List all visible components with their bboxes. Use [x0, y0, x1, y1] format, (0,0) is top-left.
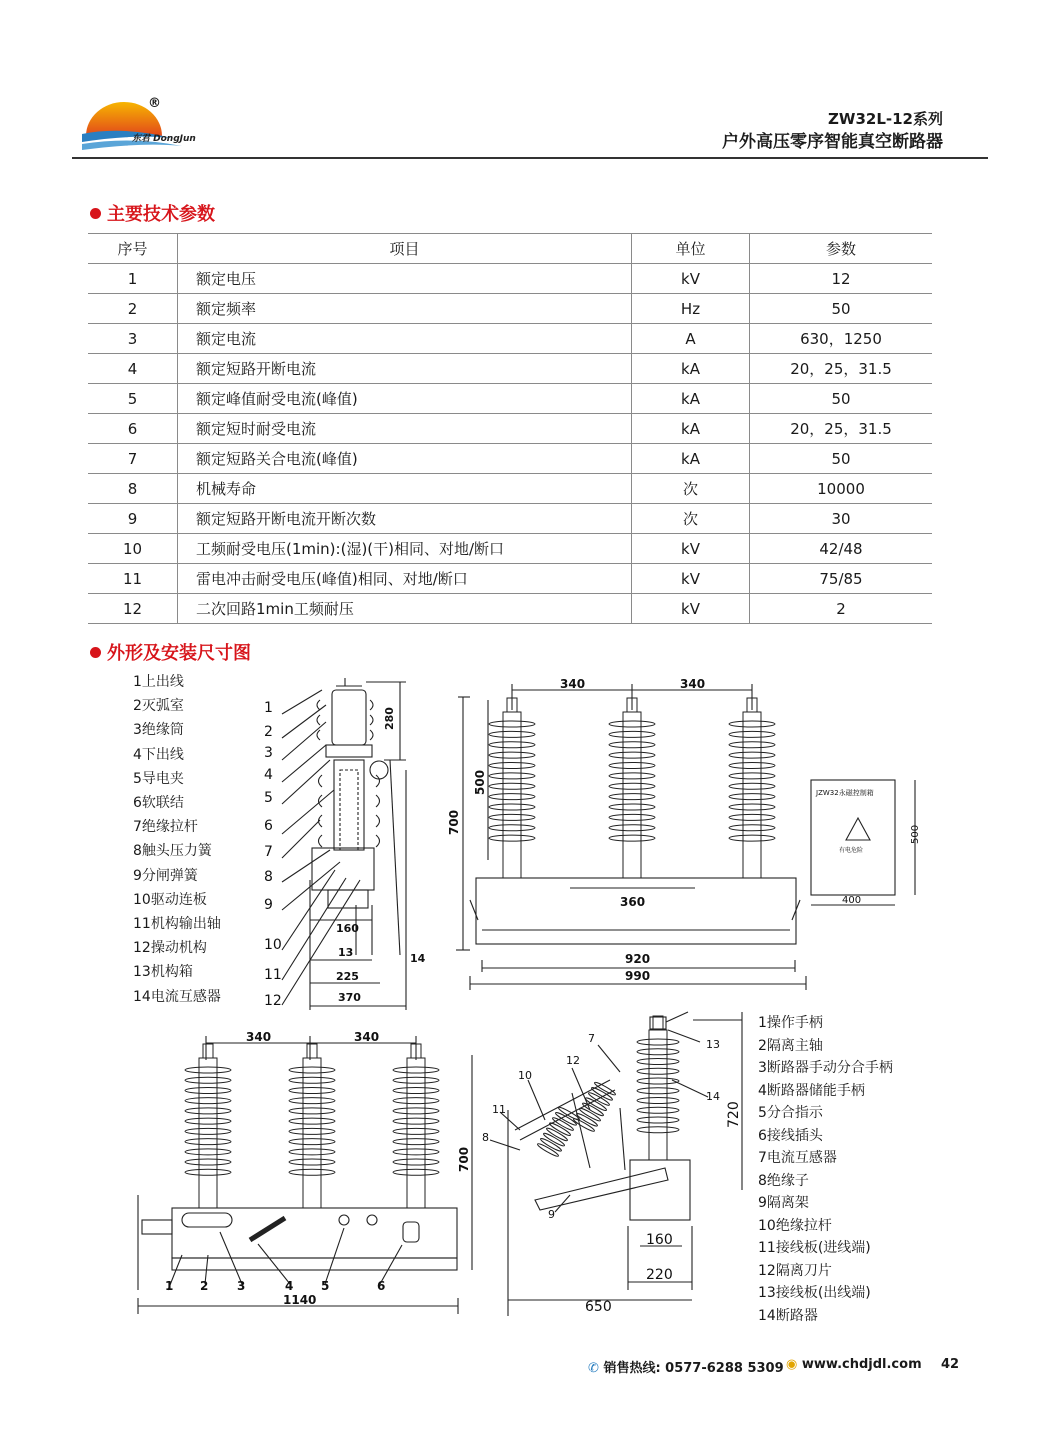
col-header-item: 项目	[178, 234, 632, 264]
legend-item: 11机构输出轴	[133, 916, 221, 933]
callout-number: 2	[264, 724, 273, 740]
dim-box-500: 500	[910, 824, 921, 844]
legend-item: 14断路器	[758, 1307, 818, 1324]
product-title: 户外高压零序智能真空断路器	[722, 132, 943, 152]
dim-360: 360	[620, 895, 646, 909]
cell-no: 8	[88, 474, 178, 504]
dim-650: 650	[585, 1299, 612, 1315]
insulator-shape	[637, 1016, 679, 1160]
legend-item: 9隔离架	[758, 1195, 809, 1211]
spec-section-title: 主要技术参数	[90, 200, 215, 226]
legend-item: 5导电夹	[133, 770, 184, 787]
hotline: ✆ 销售热线: 0577-6288 5309	[588, 1361, 784, 1376]
cell-value: 50	[750, 294, 933, 324]
callout-number: 1	[264, 700, 273, 716]
front-view-drawing	[456, 684, 915, 990]
website[interactable]: ◉ www.chdjdl.com	[786, 1357, 922, 1372]
legend-item: 9分闸弹簧	[133, 867, 198, 884]
cell-item: 额定电压	[178, 264, 632, 294]
callout-number: 12	[264, 993, 282, 1009]
cell-unit: kV	[632, 264, 750, 294]
legend-item: 4断路器储能手柄	[758, 1082, 865, 1099]
cell-no: 9	[88, 504, 178, 534]
cell-value: 42/48	[750, 534, 933, 564]
dim-700: 700	[447, 809, 461, 835]
callout-number: 6	[377, 1279, 386, 1293]
callout-number: 11	[492, 1103, 506, 1116]
cell-item: 额定短时耐受电流	[178, 414, 632, 444]
legend-item: 13接线板(出线端)	[758, 1285, 871, 1301]
brand-name: 东君 DongJun	[132, 134, 196, 144]
legend-item: 6接线插头	[758, 1127, 823, 1144]
callout-number: 14	[706, 1090, 720, 1103]
legend-item: 14电流互感器	[133, 988, 221, 1005]
cell-no: 7	[88, 444, 178, 474]
dimension-section-title: 外形及安装尺寸图	[90, 639, 251, 665]
cell-no: 10	[88, 534, 178, 564]
col-header-unit: 单位	[632, 234, 750, 264]
cell-no: 12	[88, 594, 178, 624]
callout-number: 6	[264, 818, 273, 834]
legend-item: 2灭弧室	[133, 698, 184, 715]
dim-1140: 1140	[283, 1293, 317, 1307]
control-box-warning: 有电危险	[839, 847, 864, 854]
legend-item: 11接线板(进线端)	[758, 1240, 871, 1256]
insulator-shape	[289, 1044, 335, 1208]
dim-340-b: 340	[680, 677, 706, 691]
cell-unit: kV	[632, 594, 750, 624]
legend-item: 2隔离主轴	[758, 1037, 823, 1054]
cell-value: 20，25，31.5	[750, 414, 933, 444]
dim-13: 13	[338, 946, 354, 959]
registered-mark: ®	[148, 96, 161, 111]
dim-700-b: 700	[457, 1146, 471, 1172]
cell-value: 630，1250	[750, 324, 933, 354]
cell-unit: kV	[632, 534, 750, 564]
legend-item: 12操动机构	[133, 940, 207, 957]
cell-unit: Hz	[632, 294, 750, 324]
cell-item: 额定短路开断电流	[178, 354, 632, 384]
legend-item: 10驱动连板	[133, 891, 207, 908]
col-header-no: 序号	[88, 234, 178, 264]
legend-item: 6软联结	[133, 795, 184, 812]
insulator-shape	[729, 698, 775, 878]
callout-number: 8	[264, 869, 273, 885]
cell-unit: kA	[632, 444, 750, 474]
callout-number: 12	[566, 1054, 580, 1067]
legend-item: 10绝缘拉杆	[758, 1217, 832, 1234]
callout-number: 9	[264, 897, 273, 913]
cell-unit: kV	[632, 564, 750, 594]
legend-item: 7电流互感器	[758, 1150, 837, 1166]
cell-item: 机械寿命	[178, 474, 632, 504]
dim-920: 920	[625, 952, 651, 966]
cell-no: 11	[88, 564, 178, 594]
insulator-shape	[185, 1044, 231, 1208]
dim-370: 370	[338, 991, 361, 1004]
dim-990: 990	[625, 969, 651, 983]
cell-no: 1	[88, 264, 178, 294]
dim-225: 225	[336, 970, 359, 983]
bottom-side-drawing	[490, 1012, 742, 1316]
page-number: 42	[941, 1357, 960, 1372]
globe-icon: ◉	[786, 1357, 798, 1372]
legend-item: 8触头压力簧	[133, 843, 212, 860]
cell-item: 二次回路1min工频耐压	[178, 594, 632, 624]
callout-number: 5	[264, 790, 273, 806]
dim-340-a: 340	[560, 677, 586, 691]
legend-item: 3绝缘筒	[133, 722, 184, 739]
cell-value: 20，25，31.5	[750, 354, 933, 384]
callout-number: 7	[588, 1032, 595, 1045]
legend-item: 1上出线	[133, 674, 184, 690]
cell-item: 额定峰值耐受电流(峰值)	[178, 384, 632, 414]
cell-no: 6	[88, 414, 178, 444]
callout-number: 3	[264, 745, 273, 761]
col-header-value: 参数	[750, 234, 933, 264]
callout-number: 11	[264, 967, 282, 983]
dim-720: 720	[726, 1101, 742, 1128]
callout-number: 5	[321, 1279, 330, 1293]
callout-number: 13	[706, 1038, 720, 1051]
cell-no: 3	[88, 324, 178, 354]
cell-item: 额定短路开断电流开断次数	[178, 504, 632, 534]
dim-340-c: 340	[246, 1030, 272, 1044]
callout-number: 4	[285, 1279, 294, 1293]
dim-280: 280	[383, 707, 396, 730]
cell-value: 50	[750, 384, 933, 414]
cell-value: 50	[750, 444, 933, 474]
cell-item: 额定电流	[178, 324, 632, 354]
insulator-shape	[609, 698, 655, 878]
cell-value: 2	[750, 594, 933, 624]
dim-340-d: 340	[354, 1030, 380, 1044]
cell-value: 12	[750, 264, 933, 294]
cell-item: 额定短路关合电流(峰值)	[178, 444, 632, 474]
cell-no: 4	[88, 354, 178, 384]
cell-no: 2	[88, 294, 178, 324]
callout-number: 10	[264, 937, 282, 953]
cell-value: 10000	[750, 474, 933, 504]
cell-unit: A	[632, 324, 750, 354]
legend-item: 1操作手柄	[758, 1015, 823, 1031]
cell-item: 工频耐受电压(1min):(湿)(干)相同、对地/断口	[178, 534, 632, 564]
callout-number: 8	[482, 1131, 489, 1144]
control-box-title: JZW32永磁控制箱	[816, 789, 874, 797]
legend-item: 7绝缘拉杆	[133, 819, 198, 836]
insulator-shape	[489, 698, 535, 878]
dim-160: 160	[336, 922, 359, 935]
cell-unit: kA	[632, 384, 750, 414]
dim-220: 220	[646, 1267, 673, 1283]
callout-number: 2	[200, 1279, 209, 1293]
callout-number: 10	[518, 1069, 532, 1082]
insulator-shape	[537, 1106, 581, 1158]
callout-number: 4	[264, 767, 273, 783]
dim-500: 500	[473, 769, 487, 795]
cell-value: 75/85	[750, 564, 933, 594]
legend-item: 12隔离刀片	[758, 1262, 832, 1279]
legend-item: 13机构箱	[133, 964, 193, 981]
cell-unit: 次	[632, 504, 750, 534]
cell-item: 雷电冲击耐受电压(峰值)相同、对地/断口	[178, 564, 632, 594]
cell-item: 额定频率	[178, 294, 632, 324]
legend-item: 8绝缘子	[758, 1172, 809, 1189]
callout-number: 7	[264, 844, 273, 860]
cell-unit: 次	[632, 474, 750, 504]
legend-item: 3断路器手动分合手柄	[758, 1060, 893, 1076]
insulator-shape	[393, 1044, 439, 1208]
cell-no: 5	[88, 384, 178, 414]
cell-value: 30	[750, 504, 933, 534]
callout-number: 1	[165, 1279, 174, 1293]
series-title: ZW32L-12系列	[828, 110, 943, 128]
dim-160-b: 160	[646, 1232, 673, 1248]
dim-14: 14	[410, 952, 426, 965]
callout-number: 9	[548, 1208, 555, 1221]
phone-icon: ✆	[588, 1361, 599, 1376]
legend-item: 4下出线	[133, 746, 184, 763]
legend-item: 5分合指示	[758, 1105, 823, 1121]
cell-unit: kA	[632, 354, 750, 384]
callout-number: 3	[237, 1279, 246, 1293]
cell-unit: kA	[632, 414, 750, 444]
dim-box-400: 400	[842, 895, 862, 906]
